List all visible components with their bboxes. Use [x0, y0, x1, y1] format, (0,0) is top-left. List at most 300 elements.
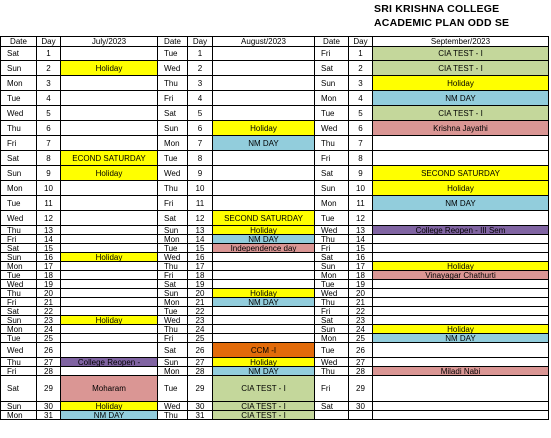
table-row	[1, 106, 549, 121]
table-row	[1, 325, 549, 334]
day-cell: Thu	[158, 181, 188, 196]
date-cell: 6	[37, 121, 61, 136]
date-cell: 28	[37, 367, 61, 376]
event-cell: CIA TEST - I	[373, 61, 549, 76]
date-cell: 23	[37, 316, 61, 325]
day-cell: Mon	[315, 271, 349, 280]
day-cell: Tue	[315, 280, 349, 289]
day-cell: Tue	[158, 307, 188, 316]
date-cell: 6	[188, 121, 213, 136]
event-cell: Holiday	[213, 121, 315, 136]
day-cell: Wed	[158, 253, 188, 262]
date-cell: 21	[349, 298, 373, 307]
day-cell: Thu	[158, 325, 188, 334]
date-cell: 5	[188, 106, 213, 121]
event-cell	[373, 151, 549, 166]
day-cell: Fri	[315, 376, 349, 402]
day-cell: Sun	[158, 289, 188, 298]
table-row	[1, 376, 549, 402]
event-cell: College Reopen -	[61, 358, 158, 367]
event-cell	[61, 136, 158, 151]
date-cell: 19	[349, 280, 373, 289]
event-cell: SECOND SATURDAY	[213, 211, 315, 226]
date-cell: 22	[188, 307, 213, 316]
event-cell	[61, 211, 158, 226]
day-cell: Fri	[1, 298, 37, 307]
day-cell: Mon	[315, 196, 349, 211]
date-cell: 30	[37, 402, 61, 411]
table-row	[1, 343, 549, 358]
date-cell: 8	[37, 151, 61, 166]
date-cell: 31	[37, 411, 61, 420]
date-cell: 15	[349, 244, 373, 253]
day-cell: Wed	[158, 61, 188, 76]
date-cell: 19	[37, 280, 61, 289]
event-cell	[61, 226, 158, 235]
day-cell: Sat	[315, 253, 349, 262]
event-cell	[61, 271, 158, 280]
day-cell: Sat	[1, 307, 37, 316]
event-cell	[213, 151, 315, 166]
day-cell: Sun	[315, 262, 349, 271]
day-cell: Fri	[1, 235, 37, 244]
day-cell: Sun	[1, 166, 37, 181]
table-row	[1, 91, 549, 106]
event-cell	[61, 47, 158, 61]
event-cell	[213, 253, 315, 262]
event-cell	[213, 316, 315, 325]
event-cell	[373, 307, 549, 316]
event-cell	[61, 91, 158, 106]
table-row	[1, 76, 549, 91]
event-cell	[373, 316, 549, 325]
event-cell: NM DAY	[213, 298, 315, 307]
table-row	[1, 166, 549, 181]
date-cell: 11	[37, 196, 61, 211]
table-row	[1, 358, 549, 367]
header-row	[1, 37, 549, 47]
day-cell: Tue	[1, 271, 37, 280]
date-cell: 15	[188, 244, 213, 253]
event-cell	[61, 244, 158, 253]
day-cell: Sat	[158, 280, 188, 289]
day-cell: Sun	[315, 325, 349, 334]
date-cell: 15	[37, 244, 61, 253]
event-cell: College Reopen - III Sem	[373, 226, 549, 235]
date-cell: 27	[349, 358, 373, 367]
day-cell: Wed	[315, 358, 349, 367]
day-cell: Thu	[1, 289, 37, 298]
table-row	[1, 244, 549, 253]
date-cell: 14	[349, 235, 373, 244]
date-cell: 13	[188, 226, 213, 235]
day-cell: Thu	[158, 76, 188, 91]
day-cell: Tue	[158, 244, 188, 253]
date-cell: 8	[349, 151, 373, 166]
event-cell	[213, 181, 315, 196]
day-cell: Tue	[315, 211, 349, 226]
day-cell: Thu	[158, 262, 188, 271]
event-cell	[373, 235, 549, 244]
table-row	[1, 289, 549, 298]
day-cell: Thu	[1, 358, 37, 367]
date-cell: 24	[188, 325, 213, 334]
day-cell: Fri	[315, 307, 349, 316]
date-cell: 25	[349, 334, 373, 343]
date-cell: 25	[188, 334, 213, 343]
event-cell: Holiday	[213, 226, 315, 235]
date-cell: 1	[349, 47, 373, 61]
day-cell: Sun	[1, 316, 37, 325]
date-cell: 2	[188, 61, 213, 76]
day-cell: Tue	[1, 334, 37, 343]
day-cell: Fri	[1, 367, 37, 376]
event-cell: CIA TEST - I	[213, 402, 315, 411]
day-cell: Mon	[158, 298, 188, 307]
date-cell: 3	[188, 76, 213, 91]
event-cell	[61, 280, 158, 289]
event-cell	[213, 61, 315, 76]
day-cell: Sat	[158, 211, 188, 226]
date-cell: 20	[37, 289, 61, 298]
date-cell: 7	[188, 136, 213, 151]
event-cell	[61, 196, 158, 211]
date-cell: 20	[188, 289, 213, 298]
event-cell	[61, 367, 158, 376]
date-cell: 3	[349, 76, 373, 91]
table-row	[1, 411, 549, 420]
header-cell: Date	[315, 37, 349, 47]
event-cell: Holiday	[61, 402, 158, 411]
day-cell: Wed	[158, 402, 188, 411]
day-cell: Sat	[1, 47, 37, 61]
date-cell: 7	[37, 136, 61, 151]
event-cell: CIA TEST - I	[213, 411, 315, 420]
event-cell: CIA TEST - I	[373, 106, 549, 121]
event-cell	[373, 211, 549, 226]
date-cell: 9	[188, 166, 213, 181]
table-row	[1, 262, 549, 271]
date-cell: 17	[188, 262, 213, 271]
event-cell: ECOND SATURDAY	[61, 151, 158, 166]
event-cell: NM DAY	[213, 367, 315, 376]
date-cell: 16	[37, 253, 61, 262]
date-cell: 10	[188, 181, 213, 196]
event-cell	[61, 325, 158, 334]
date-cell: 26	[188, 343, 213, 358]
event-cell: Holiday	[213, 289, 315, 298]
date-cell	[349, 411, 373, 420]
date-cell: 4	[349, 91, 373, 106]
calendar-body	[1, 37, 549, 420]
date-cell: 31	[188, 411, 213, 420]
event-cell	[213, 196, 315, 211]
date-cell: 4	[37, 91, 61, 106]
event-cell	[373, 358, 549, 367]
date-cell: 22	[349, 307, 373, 316]
day-cell: Mon	[1, 325, 37, 334]
date-cell: 29	[349, 376, 373, 402]
day-cell: Wed	[315, 289, 349, 298]
event-cell	[61, 298, 158, 307]
event-cell: Holiday	[61, 316, 158, 325]
date-cell: 8	[188, 151, 213, 166]
event-cell: NM DAY	[373, 334, 549, 343]
date-cell: 6	[349, 121, 373, 136]
table-row	[1, 151, 549, 166]
event-cell: Holiday	[373, 262, 549, 271]
day-cell: Thu	[1, 226, 37, 235]
day-cell: Mon	[315, 334, 349, 343]
day-cell: Tue	[315, 343, 349, 358]
event-cell	[213, 47, 315, 61]
day-cell: Fri	[158, 271, 188, 280]
event-cell: Miladi Nabi	[373, 367, 549, 376]
date-cell: 9	[37, 166, 61, 181]
table-row	[1, 367, 549, 376]
event-cell	[213, 91, 315, 106]
event-cell	[213, 106, 315, 121]
day-cell: Tue	[158, 376, 188, 402]
day-cell: Fri	[315, 244, 349, 253]
event-cell	[373, 298, 549, 307]
event-cell	[373, 402, 549, 411]
date-cell: 5	[349, 106, 373, 121]
header-cell: Date	[158, 37, 188, 47]
table-row	[1, 211, 549, 226]
event-cell: Vinayagar Chathurti	[373, 271, 549, 280]
date-cell: 21	[188, 298, 213, 307]
day-cell: Sat	[1, 151, 37, 166]
table-row	[1, 136, 549, 151]
day-cell: Fri	[158, 196, 188, 211]
event-cell	[213, 280, 315, 289]
event-cell	[61, 334, 158, 343]
event-cell	[373, 244, 549, 253]
day-cell: Fri	[315, 151, 349, 166]
header-cell: Date	[1, 37, 37, 47]
day-cell: Sat	[158, 343, 188, 358]
day-cell: Sat	[315, 316, 349, 325]
event-cell: NM DAY	[373, 196, 549, 211]
header-cell: July/2023	[61, 37, 158, 47]
date-cell: 22	[37, 307, 61, 316]
header-cell: Day	[188, 37, 213, 47]
event-cell	[373, 136, 549, 151]
event-cell	[373, 411, 549, 420]
event-cell: Holiday	[61, 166, 158, 181]
table-row	[1, 307, 549, 316]
event-cell	[213, 307, 315, 316]
table-row	[1, 226, 549, 235]
day-cell: Sun	[1, 402, 37, 411]
day-cell: Wed	[1, 106, 37, 121]
date-cell: 30	[188, 402, 213, 411]
table-row	[1, 280, 549, 289]
header-cell: Day	[349, 37, 373, 47]
event-cell	[373, 289, 549, 298]
day-cell: Fri	[158, 334, 188, 343]
date-cell: 14	[37, 235, 61, 244]
day-cell: Sun	[1, 61, 37, 76]
date-cell: 18	[37, 271, 61, 280]
event-cell: NM DAY	[213, 235, 315, 244]
table-row	[1, 334, 549, 343]
date-cell: 28	[188, 367, 213, 376]
day-cell: Sat	[315, 166, 349, 181]
event-cell: Holiday	[61, 253, 158, 262]
table-row	[1, 316, 549, 325]
date-cell: 10	[37, 181, 61, 196]
date-cell: 29	[37, 376, 61, 402]
day-cell: Wed	[315, 121, 349, 136]
day-cell: Wed	[1, 343, 37, 358]
date-cell: 23	[349, 316, 373, 325]
day-cell: Wed	[158, 316, 188, 325]
event-cell	[61, 307, 158, 316]
date-cell: 7	[349, 136, 373, 151]
day-cell: Tue	[158, 47, 188, 61]
date-cell: 18	[188, 271, 213, 280]
event-cell: CIA TEST - I	[213, 376, 315, 402]
day-cell: Fri	[315, 47, 349, 61]
event-cell	[373, 343, 549, 358]
date-cell: 2	[37, 61, 61, 76]
event-cell: NM DAY	[373, 91, 549, 106]
date-cell: 25	[37, 334, 61, 343]
date-cell: 24	[349, 325, 373, 334]
date-cell: 1	[188, 47, 213, 61]
table-row	[1, 402, 549, 411]
header-cell: Day	[37, 37, 61, 47]
date-cell: 2	[349, 61, 373, 76]
date-cell: 20	[349, 289, 373, 298]
day-cell: Wed	[158, 166, 188, 181]
event-cell	[373, 253, 549, 262]
day-cell: Sun	[1, 253, 37, 262]
day-cell: Thu	[315, 136, 349, 151]
event-cell: NM DAY	[213, 136, 315, 151]
date-cell: 12	[349, 211, 373, 226]
event-cell	[61, 343, 158, 358]
date-cell: 4	[188, 91, 213, 106]
date-cell: 13	[349, 226, 373, 235]
date-cell: 16	[349, 253, 373, 262]
date-cell: 11	[349, 196, 373, 211]
date-cell: 19	[188, 280, 213, 289]
date-cell: 28	[349, 367, 373, 376]
date-cell: 24	[37, 325, 61, 334]
day-cell: Mon	[1, 262, 37, 271]
date-cell: 16	[188, 253, 213, 262]
date-cell: 17	[349, 262, 373, 271]
day-cell: Tue	[1, 196, 37, 211]
date-cell: 18	[349, 271, 373, 280]
date-cell: 26	[349, 343, 373, 358]
day-cell: Thu	[158, 411, 188, 420]
day-cell: Fri	[158, 91, 188, 106]
event-cell: Independence day	[213, 244, 315, 253]
event-cell: Moharam	[61, 376, 158, 402]
day-cell: Sat	[1, 376, 37, 402]
day-cell: Tue	[1, 91, 37, 106]
day-cell: Thu	[315, 367, 349, 376]
table-row	[1, 271, 549, 280]
title-line-2: ACADEMIC PLAN ODD SE	[374, 17, 510, 29]
date-cell: 30	[349, 402, 373, 411]
event-cell	[213, 76, 315, 91]
date-cell: 9	[349, 166, 373, 181]
day-cell: Mon	[158, 235, 188, 244]
table-row	[1, 196, 549, 211]
event-cell	[213, 166, 315, 181]
academic-calendar-table	[0, 36, 549, 420]
table-row	[1, 235, 549, 244]
date-cell: 10	[349, 181, 373, 196]
event-cell: NM DAY	[61, 411, 158, 420]
day-cell: Thu	[1, 121, 37, 136]
event-cell	[61, 181, 158, 196]
table-row	[1, 47, 549, 61]
day-cell: Sun	[158, 358, 188, 367]
date-cell: 12	[188, 211, 213, 226]
table-row	[1, 181, 549, 196]
date-cell: 1	[37, 47, 61, 61]
date-cell: 26	[37, 343, 61, 358]
day-cell: Sun	[158, 226, 188, 235]
event-cell: Holiday	[61, 61, 158, 76]
day-cell: Wed	[1, 211, 37, 226]
day-cell: Sun	[315, 76, 349, 91]
date-cell: 13	[37, 226, 61, 235]
table-row	[1, 61, 549, 76]
day-cell	[315, 411, 349, 420]
event-cell: Holiday	[373, 76, 549, 91]
day-cell: Wed	[315, 226, 349, 235]
day-cell: Mon	[315, 91, 349, 106]
day-cell: Thu	[315, 298, 349, 307]
day-cell: Mon	[158, 367, 188, 376]
day-cell: Sat	[315, 61, 349, 76]
date-cell: 11	[188, 196, 213, 211]
college-title	[374, 2, 551, 30]
event-cell: Holiday	[213, 358, 315, 367]
table-row	[1, 253, 549, 262]
event-cell: Krishna Jayathi	[373, 121, 549, 136]
day-cell: Sun	[315, 181, 349, 196]
event-cell	[61, 235, 158, 244]
event-cell	[213, 271, 315, 280]
event-cell	[61, 121, 158, 136]
date-cell: 29	[188, 376, 213, 402]
day-cell: Mon	[158, 136, 188, 151]
event-cell	[61, 76, 158, 91]
table-row	[1, 298, 549, 307]
day-cell: Mon	[1, 76, 37, 91]
event-cell	[373, 376, 549, 402]
date-cell: 12	[37, 211, 61, 226]
date-cell: 3	[37, 76, 61, 91]
date-cell: 14	[188, 235, 213, 244]
date-cell: 21	[37, 298, 61, 307]
event-cell: SECOND SATURDAY	[373, 166, 549, 181]
date-cell: 17	[37, 262, 61, 271]
day-cell: Sat	[158, 106, 188, 121]
event-cell	[213, 325, 315, 334]
date-cell: 27	[37, 358, 61, 367]
day-cell: Sat	[315, 402, 349, 411]
title-line-1: SRI KRISHNA COLLEGE	[374, 3, 500, 15]
